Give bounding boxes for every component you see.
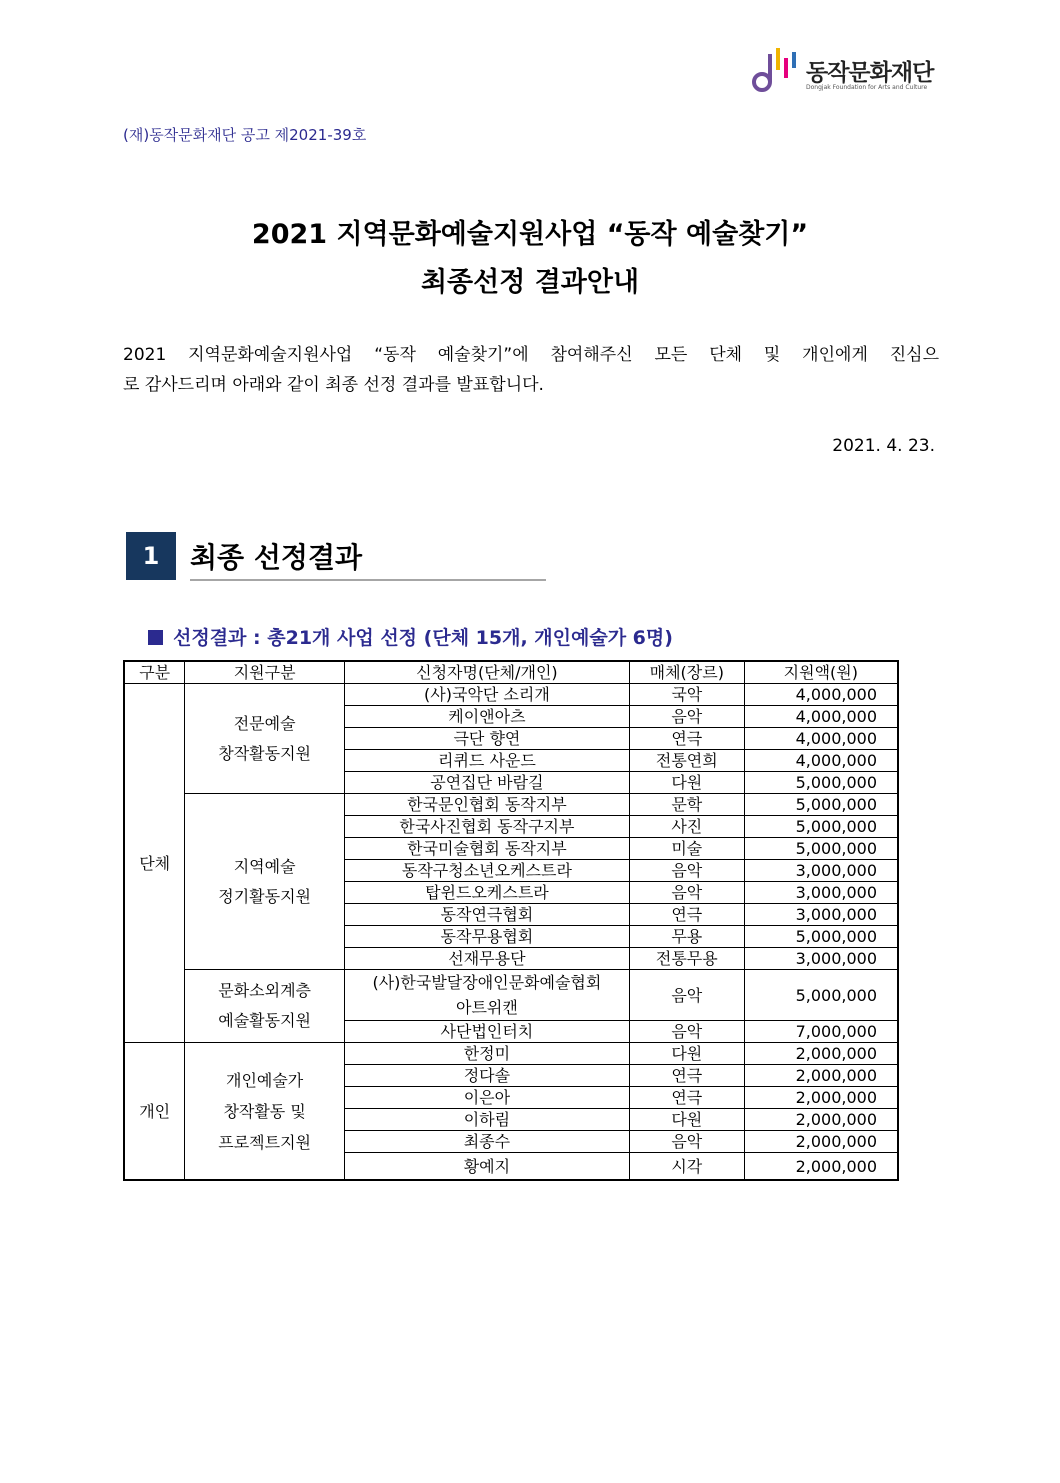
applicant-cell: (사)국악단 소리개 (344, 684, 629, 706)
applicant-cell: 한국미술협회 동작지부 (344, 838, 629, 860)
applicant-line: 아트위캔 (456, 998, 518, 1017)
amount-cell: 7,000,000 (744, 1021, 898, 1043)
amount-cell: 2,000,000 (744, 1153, 898, 1181)
applicant-cell: 동작연극협회 (344, 904, 629, 926)
amount-cell: 3,000,000 (744, 882, 898, 904)
amount-cell: 5,000,000 (744, 926, 898, 948)
amount-cell: 4,000,000 (744, 706, 898, 728)
summary-heading (148, 623, 673, 650)
applicant-cell: 극단 향연 (344, 728, 629, 750)
genre-cell: 음악 (629, 706, 744, 728)
applicant-cell: 최종수 (344, 1131, 629, 1153)
support-type-line: 창작활동 및 (223, 1101, 306, 1121)
applicant-cell: 이하림 (344, 1109, 629, 1131)
applicant-cell: 공연집단 바람길 (344, 772, 629, 794)
table-row (124, 794, 898, 816)
section-title: 최종 선정결과 (190, 541, 363, 574)
genre-cell: 다원 (629, 772, 744, 794)
notice-date: 2021. 4. 23. (832, 436, 935, 456)
applicant-cell: 사단법인터치 (344, 1021, 629, 1043)
amount-cell: 3,000,000 (744, 948, 898, 970)
support-type-cell (185, 1043, 345, 1181)
header-amount: 지원액(원) (744, 661, 898, 684)
applicant-cell: 이은아 (344, 1087, 629, 1109)
genre-cell: 연극 (629, 728, 744, 750)
amount-cell: 5,000,000 (744, 838, 898, 860)
support-type-line: 예술활동지원 (218, 1011, 311, 1030)
summary-text: 선정결과 : 총21개 사업 선정 (단체 15개, 개인예술가 6명) (173, 627, 673, 649)
genre-cell: 연극 (629, 1087, 744, 1109)
applicant-cell: 한정미 (344, 1043, 629, 1065)
genre-cell: 연극 (629, 1065, 744, 1087)
genre-cell: 음악 (629, 860, 744, 882)
genre-cell: 사진 (629, 816, 744, 838)
genre-cell: 전통연희 (629, 750, 744, 772)
genre-cell: 국악 (629, 684, 744, 706)
applicant-cell: 한국문인협회 동작지부 (344, 794, 629, 816)
amount-cell: 3,000,000 (744, 904, 898, 926)
table-row (124, 1043, 898, 1065)
amount-cell: 2,000,000 (744, 1131, 898, 1153)
amount-cell: 2,000,000 (744, 1065, 898, 1087)
support-type-line: 지역예술 (233, 856, 296, 876)
support-type-line: 전문예술 (233, 713, 296, 733)
support-type-line: 개인예술가 (225, 1070, 304, 1090)
applicant-cell: 동작구청소년오케스트라 (344, 860, 629, 882)
genre-cell: 음악 (629, 1021, 744, 1043)
amount-cell: 4,000,000 (744, 728, 898, 750)
amount-cell: 2,000,000 (744, 1043, 898, 1065)
amount-cell: 2,000,000 (744, 1087, 898, 1109)
support-type-line: 창작활동지원 (218, 743, 311, 763)
support-type-cell (185, 684, 345, 794)
page-title-line1: 2021 지역문화예술지원사업 “동작 예술찾기” (251, 219, 809, 250)
applicant-cell: 선재무용단 (344, 948, 629, 970)
genre-cell: 무용 (629, 926, 744, 948)
section-number-badge: 1 (126, 532, 176, 580)
logo-mark-icon (750, 44, 802, 96)
page-title-line2: 최종선정 결과안내 (420, 267, 640, 298)
applicant-cell: 한국사진협회 동작구지부 (344, 816, 629, 838)
amount-cell: 4,000,000 (744, 684, 898, 706)
amount-cell: 5,000,000 (744, 794, 898, 816)
applicant-cell: 케이앤아츠 (344, 706, 629, 728)
header-support-type: 지원구분 (185, 661, 345, 684)
support-type-cell (185, 794, 345, 970)
genre-cell: 연극 (629, 904, 744, 926)
section-underline (190, 579, 546, 581)
group-cell-individual: 개인 (124, 1043, 185, 1181)
table-row (124, 970, 898, 1021)
amount-cell: 4,000,000 (744, 750, 898, 772)
genre-cell: 시각 (629, 1153, 744, 1181)
genre-cell: 미술 (629, 838, 744, 860)
foundation-logo (750, 44, 950, 96)
table-header-row (124, 661, 898, 684)
notice-number: (재)동작문화재단 공고 제2021-39호 (123, 126, 367, 144)
header-category: 구분 (124, 661, 185, 684)
applicant-cell: 황예지 (344, 1153, 629, 1181)
intro-line: 로 감사드리며 아래와 같이 최종 선정 결과를 발표합니다. (123, 375, 544, 395)
genre-cell: 음악 (629, 970, 744, 1021)
applicant-cell: 리퀴드 사운드 (344, 750, 629, 772)
header-applicant: 신청자명(단체/개인) (344, 661, 629, 684)
amount-cell: 5,000,000 (744, 816, 898, 838)
header-genre: 매체(장르) (629, 661, 744, 684)
genre-cell: 문학 (629, 794, 744, 816)
group-cell-organization: 단체 (124, 684, 185, 1043)
applicant-cell: 동작무용협회 (344, 926, 629, 948)
amount-cell: 5,000,000 (744, 970, 898, 1021)
logo-subtitle: Dongjak Foundation for Arts and Culture (806, 84, 928, 91)
genre-cell: 음악 (629, 1131, 744, 1153)
table-row (124, 684, 898, 706)
applicant-cell: 탑윈드오케스트라 (344, 882, 629, 904)
amount-cell: 2,000,000 (744, 1109, 898, 1131)
applicant-cell (344, 970, 629, 1021)
genre-cell: 다원 (629, 1043, 744, 1065)
intro-paragraph (123, 340, 939, 400)
support-type-line: 정기활동지원 (218, 886, 311, 906)
genre-cell: 다원 (629, 1109, 744, 1131)
support-type-cell (185, 970, 345, 1043)
logo-name: 동작문화재단 (806, 60, 934, 86)
square-bullet-icon (148, 630, 163, 645)
genre-cell: 음악 (629, 882, 744, 904)
intro-line: 2021 지역문화예술지원사업 “동작 예술찾기”에 참여해주신 모든 단체 및 개인에게 진심으 (123, 345, 939, 365)
applicant-line: (사)한국발달장애인문화예술협회 (372, 973, 602, 992)
amount-cell: 5,000,000 (744, 772, 898, 794)
amount-cell: 3,000,000 (744, 860, 898, 882)
support-type-line: 프로젝트지원 (218, 1132, 311, 1152)
support-type-line: 문화소외계층 (218, 981, 311, 1000)
results-table (123, 660, 899, 1181)
genre-cell: 전통무용 (629, 948, 744, 970)
applicant-cell: 정다솔 (344, 1065, 629, 1087)
